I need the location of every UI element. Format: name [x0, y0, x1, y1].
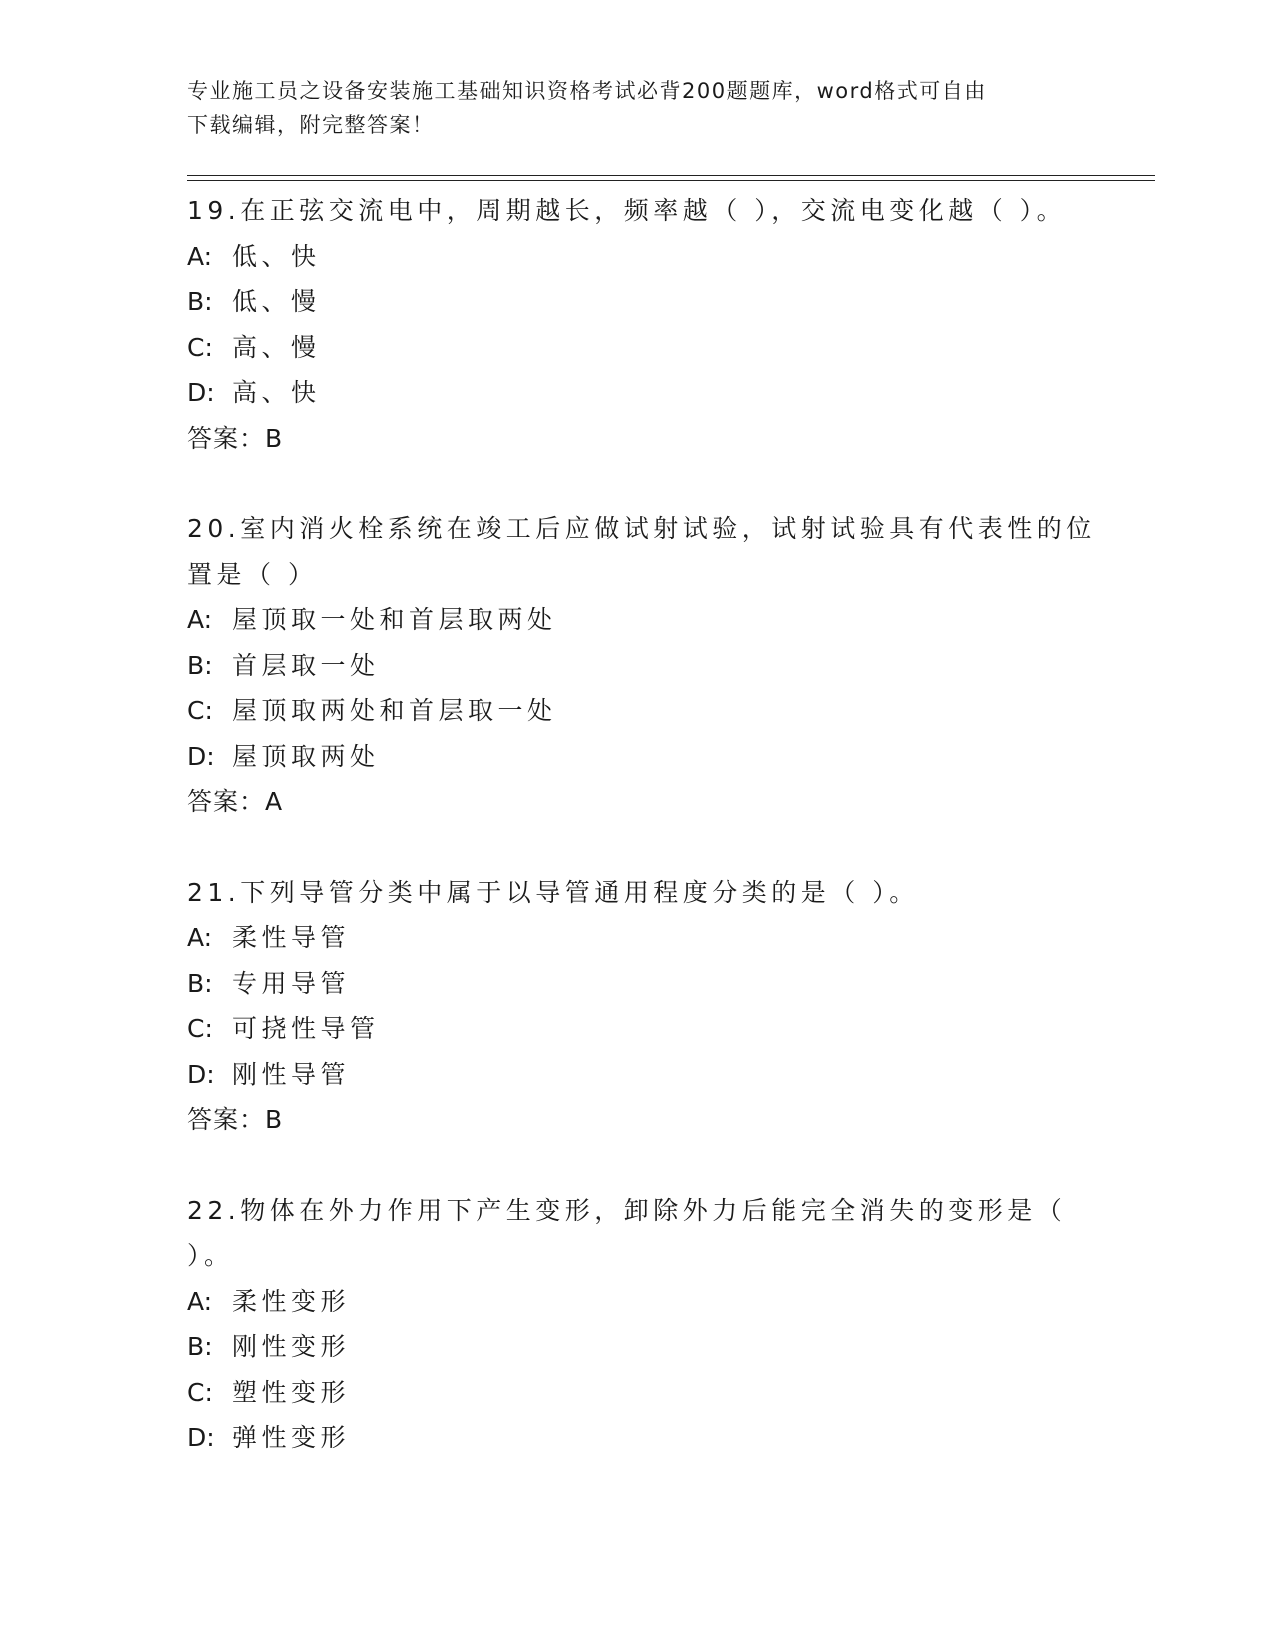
question-22: [187, 1188, 1087, 1461]
option-label: C:: [187, 332, 213, 362]
answer-line: 答案：A: [187, 787, 284, 816]
option-label: D:: [187, 741, 215, 771]
option-a: [187, 597, 1087, 643]
question-19: [187, 188, 1087, 461]
header-line-1: 专业施工员之设备安装施工基础知识资格考试必背200题题库，word格式可自由: [187, 79, 987, 103]
question-text: 20.室内消火栓系统在竣工后应做试射试验，试射试验具有代表性的位: [187, 514, 1096, 543]
option-text: 低、慢: [232, 287, 321, 316]
option-label: B:: [187, 968, 213, 998]
option-b: [187, 961, 1087, 1007]
option-label: A:: [187, 923, 213, 952]
option-text: 柔性变形: [232, 1286, 351, 1316]
option-a: [187, 1279, 1087, 1325]
option-text: 可挠性导管: [232, 1014, 380, 1043]
option-b: [187, 279, 1087, 325]
option-label: D:: [187, 1059, 215, 1089]
option-a: [187, 915, 1087, 961]
option-a: [187, 234, 1087, 280]
option-label: A:: [187, 1286, 213, 1316]
option-label: D:: [187, 1423, 215, 1452]
option-d: [187, 1415, 1087, 1461]
option-d: [187, 370, 1087, 416]
option-text: 屋顶取两处和首层取一处: [232, 696, 557, 725]
option-text: 高、慢: [232, 332, 321, 362]
question-text: 19.在正弦交流电中，周期越长，频率越（ ），交流电变化越（ ）。: [187, 196, 1067, 225]
option-label: A:: [187, 605, 213, 634]
question-text: 21.下列导管分类中属于以导管通用程度分类的是（ ）。: [187, 877, 919, 907]
option-label: C:: [187, 1014, 213, 1043]
header-line-2: 下载编辑，附完整答案！: [187, 113, 435, 137]
question-text: 22.物体在外力作用下产生变形，卸除外力后能完全消失的变形是（: [187, 1195, 1067, 1225]
option-text: 柔性导管: [232, 923, 351, 952]
option-text: 屋顶取一处和首层取两处: [232, 605, 557, 634]
option-label: C:: [187, 696, 213, 725]
answer-line: 答案：B: [187, 423, 284, 453]
question-21: [187, 870, 1087, 1143]
option-text: 专用导管: [232, 968, 351, 998]
option-c: [187, 688, 1087, 734]
question-list: [187, 188, 1096, 1506]
option-d: [187, 1052, 1087, 1098]
answer-line: 答案：B: [187, 1105, 284, 1134]
option-c: [187, 1370, 1087, 1416]
option-text: 刚性导管: [232, 1059, 351, 1089]
header-divider-bottom: [187, 180, 1155, 181]
option-b: [187, 643, 1087, 689]
option-text: 高、快: [232, 378, 321, 407]
option-text: 弹性变形: [232, 1423, 351, 1452]
option-label: C:: [187, 1377, 213, 1407]
option-text: 刚性变形: [232, 1332, 351, 1361]
option-c: [187, 325, 1087, 371]
document-header: [187, 74, 1067, 142]
option-text: 首层取一处: [232, 650, 380, 680]
header-divider-top: [187, 175, 1155, 176]
question-text-continued: ）。: [187, 1241, 234, 1270]
option-text: 低、快: [232, 241, 321, 271]
option-label: B:: [187, 287, 213, 316]
option-label: A:: [187, 241, 213, 271]
question-text-continued: 置是（ ）: [187, 559, 318, 589]
question-20: [187, 506, 1096, 825]
option-d: [187, 734, 1087, 780]
option-label: B:: [187, 650, 213, 680]
option-b: [187, 1324, 1087, 1370]
option-c: [187, 1006, 1087, 1052]
option-label: D:: [187, 378, 215, 407]
option-text: 塑性变形: [232, 1377, 351, 1407]
option-label: B:: [187, 1332, 213, 1361]
option-text: 屋顶取两处: [232, 741, 380, 771]
